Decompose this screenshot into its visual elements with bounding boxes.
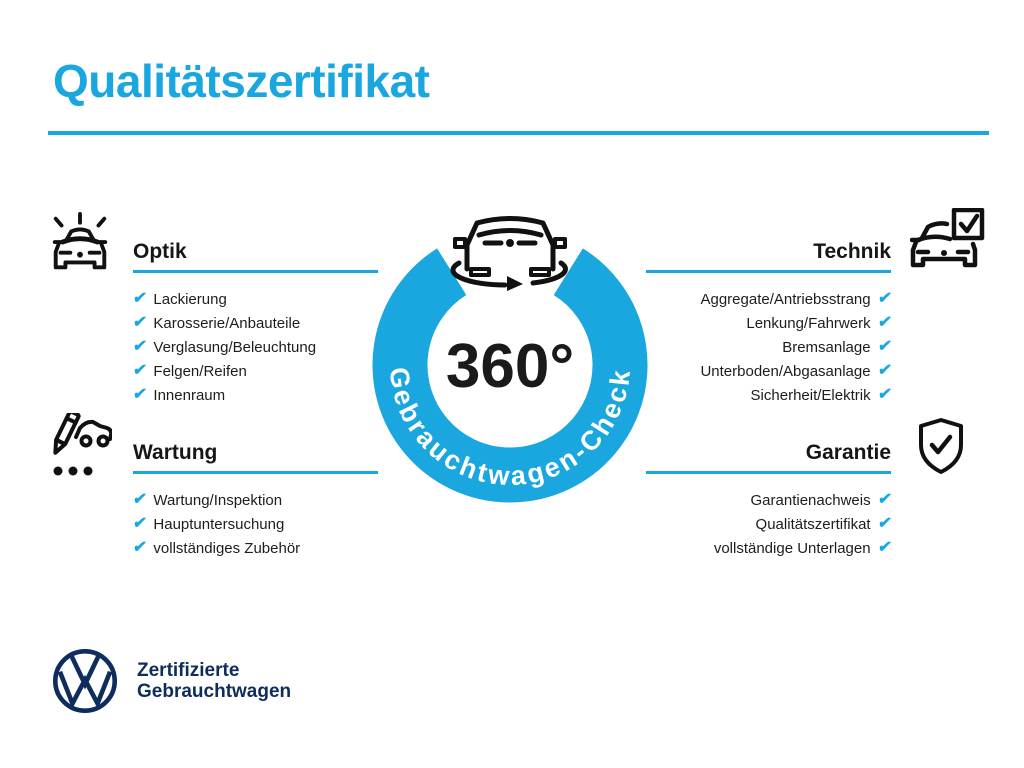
checklist-item-label: Lenkung/Fahrwerk [746,314,871,332]
ring-label: Gebrauchtwagen-Check [383,365,637,492]
section-title-garantie: Garantie [805,441,891,464]
checklist-item [646,311,891,335]
checklist-item [133,359,378,383]
section-divider-wartung [133,471,378,474]
section-technik [646,239,891,407]
checklist-item-label: Innenraum [153,386,226,404]
checklist-item-label: Bremsanlage [782,338,871,356]
checklist-garantie [646,488,891,560]
check-icon: ✔ [876,539,893,556]
checklist-item-label: Wartung/Inspektion [153,491,283,509]
car-360-rotate-icon [453,219,565,292]
section-wartung [133,440,378,560]
check-icon: ✔ [131,491,148,508]
section-title-wartung: Wartung [133,441,218,464]
checklist-item [646,536,891,560]
checklist-item-label: Sicherheit/Elektrik [750,386,871,404]
checklist-item [133,287,378,311]
checklist-item-label: vollständiges Zubehör [153,539,301,557]
brand-wordmark [137,660,291,702]
title-divider [48,131,989,135]
checklist-item-label: Hauptuntersuchung [153,515,285,533]
page-title: Qualitätszertifikat [53,55,430,107]
check-icon: ✔ [131,386,148,403]
checklist-item [646,359,891,383]
check-icon: ✔ [131,314,148,331]
checklist-item [646,383,891,407]
checklist-item [133,488,378,512]
service-record-icon [46,413,112,486]
checklist-wartung [133,488,378,560]
section-divider-optik [133,270,378,273]
brand-line-1: Zertifizierte [137,660,240,681]
check-icon: ✔ [876,386,893,403]
badge-value: 360° [445,332,575,401]
checklist-item [133,335,378,359]
checklist-item-label: Garantienachweis [750,491,871,509]
check-icon: ✔ [131,539,148,556]
check-icon: ✔ [876,362,893,379]
check-icon: ✔ [876,290,893,307]
checklist-item-label: Felgen/Reifen [153,362,247,380]
checklist-item [133,383,378,407]
car-checkbox-icon [910,208,988,283]
check-icon: ✔ [131,515,148,532]
checklist-item-label: Lackierung [153,290,227,308]
checklist-item-label: Verglasung/Beleuchtung [153,338,317,356]
section-title-technik: Technik [813,240,891,263]
check-icon: ✔ [131,338,148,355]
checklist-item [133,512,378,536]
checklist-item-label: Aggregate/Antriebsstrang [700,290,871,308]
vw-logo [52,648,118,719]
check-icon: ✔ [131,290,148,307]
checklist-technik [646,287,891,407]
section-divider-garantie [646,471,891,474]
check-icon: ✔ [131,362,148,379]
checklist-optik [133,287,378,407]
checklist-item-label: Qualitätszertifikat [755,515,871,533]
badge-360-check [360,195,660,515]
checklist-item [646,287,891,311]
checklist-item-label: vollständige Unterlagen [713,539,871,557]
checklist-item [133,311,378,335]
checklist-item-label: Unterboden/Abgasanlage [700,362,871,380]
section-garantie [646,440,891,560]
checklist-item [646,512,891,536]
checklist-item [646,488,891,512]
check-icon: ✔ [876,491,893,508]
checklist-item [133,536,378,560]
checklist-item [646,335,891,359]
car-shine-icon [46,208,114,285]
brand-line-2: Gebrauchtwagen [137,681,292,702]
shield-check-icon [917,417,965,480]
section-optik [133,239,378,407]
section-title-optik: Optik [133,240,187,263]
section-divider-technik [646,270,891,273]
check-icon: ✔ [876,338,893,355]
check-icon: ✔ [876,515,893,532]
checklist-item-label: Karosserie/Anbauteile [153,314,301,332]
check-icon: ✔ [876,314,893,331]
